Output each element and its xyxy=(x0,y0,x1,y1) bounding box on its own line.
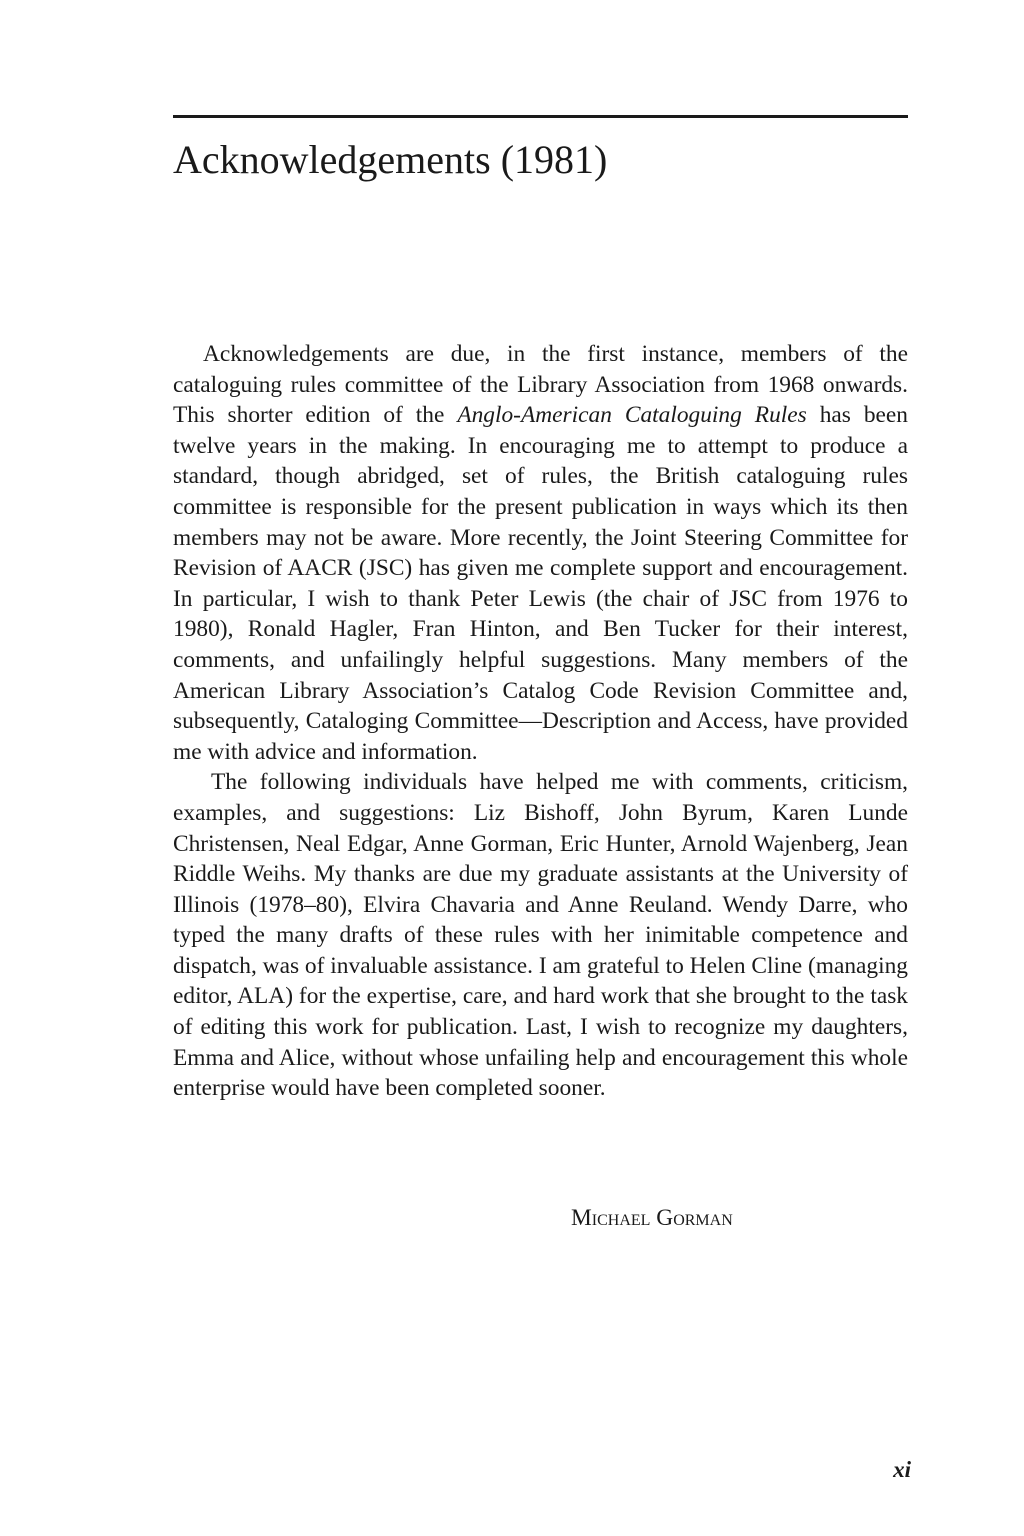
title-rule xyxy=(173,115,908,118)
paragraph-1-text-start: Acknowledgements are due, in the first instance, members of the cataloguing rules committee of the Library Association from 1968 onwards. This shorter edition of the xyxy=(173,341,908,429)
book-title-italic: Anglo-American Cataloguing Rules xyxy=(457,402,807,429)
page-title: Acknowledgements (1981) xyxy=(173,137,608,182)
paragraph-1-text-end: has been twelve years in the making. In encouraging me to attempt to produce a standard, though abridged, set of rules, the British cataloguing rules committee is responsible for the present publication in ways which its then members may not be aware. More recently, the Joint Steering Committee for Revision of AACR (JSC) has given me complete support and encouragement. In particular, I wish to thank Peter Lewis (the chair of JSC from 1976 to 1980), Ronald Hagler, Fran Hinton, and Ben Tucker for their interest, comments, and unfailingly helpful suggestions. Many members of the American Library Association’s Catalog Code Revision Committee and, subsequently, Cataloging Committee—Description and Access, have provided me with advice and information. xyxy=(173,402,908,765)
paragraph-2: The following individuals have helped me with comments, criticism, examples, and suggestions: Liz Bishoff, John Byrum, Karen Lunde Christensen, Neal Edgar, Anne Gorman, Eric Hunter, Arnold Wajenberg, Jean Riddle Weihs. My thanks are due my graduate assistants at the University of Illinois (1978–80), Elvira Chavaria and Anne Reuland. Wendy Darre, who typed the many drafts of these rules with her inimitable competence and dispatch, was of invaluable assistance. I am grateful to Helen Cline (managing editor, ALA) for the expertise, care, and hard work that she brought to the task of editing this work for publication. Last, I wish to recognize my daughters, Emma and Alice, without whose unfailing help and encouragement this whole enterprise would have been completed sooner. xyxy=(173,769,908,1102)
acknowledgements-body xyxy=(173,339,908,1104)
page-number: xi xyxy=(893,1457,911,1482)
author-signature: Michael Gorman xyxy=(571,1205,733,1231)
paragraph-1 xyxy=(173,339,908,767)
